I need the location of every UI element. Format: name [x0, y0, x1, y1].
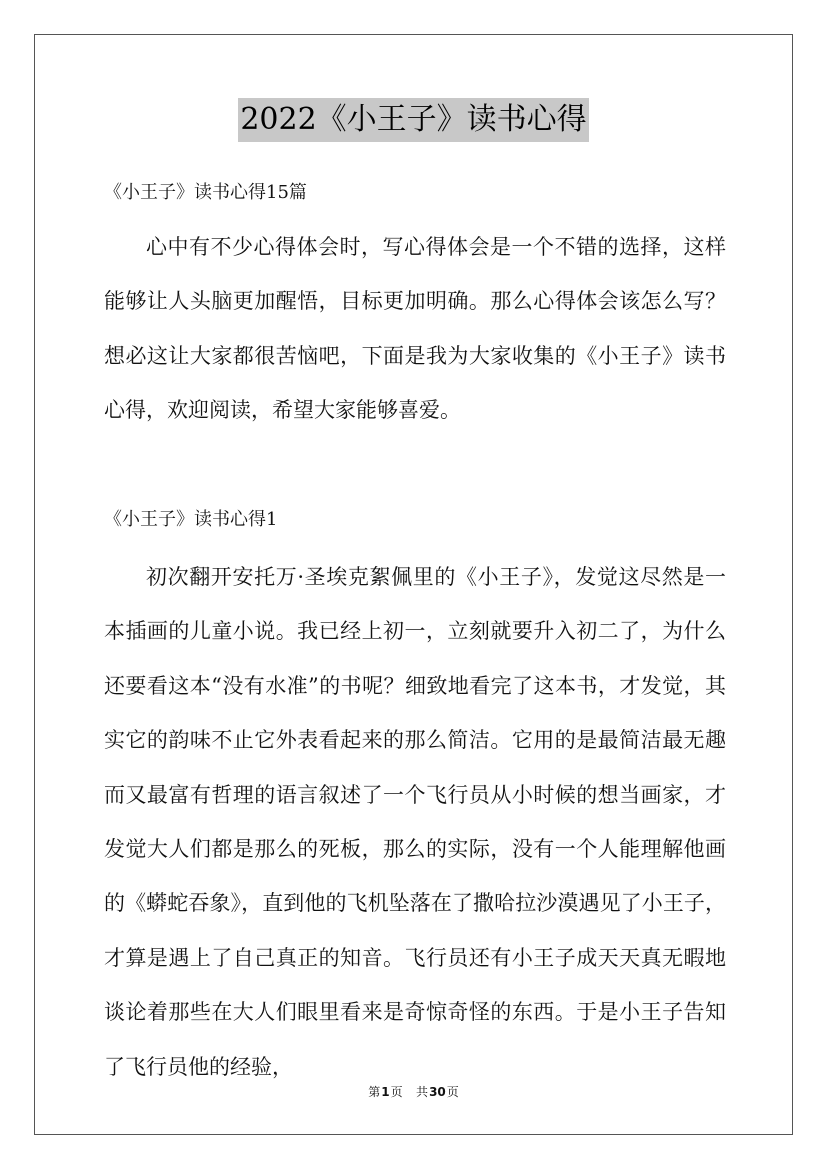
intro-paragraph: 心中有不少心得体会时，写心得体会是一个不错的选择，这样能够让人头脑更加醒悟，目标更加明确。那么心得体会该怎么写？想必这让大家都很苦恼吧，下面是我为大家收集的《小王子》读书心得，欢迎阅读，希望大家能够喜爱。 [104, 235, 726, 423]
footer-total-pages: 30 [429, 1085, 446, 1099]
title-container [0, 98, 827, 142]
footer-total-suffix: 页 [446, 1085, 459, 1099]
document-subtitle: 《小王子》读书心得15篇 [104, 182, 307, 203]
footer-total-prefix: 共 [416, 1085, 429, 1099]
footer-page-suffix: 页 [390, 1085, 403, 1099]
document-title: 2022《小王子》读书心得 [238, 98, 588, 142]
footer-page-number: 1 [381, 1085, 390, 1099]
page-footer [0, 1082, 827, 1102]
footer-page-prefix: 第 [368, 1085, 381, 1099]
section-paragraph: 初次翻开安托万·圣埃克絮佩里的《小王子》，发觉这尽然是一本插画的儿童小说。我已经上初一，立刻就要升入初二了，为什么还要看这本“没有水准”的书呢？细致地看完了这本书，才发觉，其实它的韵味不止它外表看起来的那么简洁。它用的是最简洁最无趣而又最富有哲理的语言叙述了一个飞行员从小时候的想当画家，才发觉大人们都是那么的死板，那么的实际，没有一个人能理解他画的《蟒蛇吞象》，直到他的飞机坠落在了撒哈拉沙漠遇见了小王子，才算是遇上了自己真正的知音。飞行员还有小王子成天天真无暇地谈论着那些在大人们眼里看来是奇惊奇怪的东西。于是小王子告知了飞行员他的经验， [104, 565, 726, 1079]
section-heading: 《小王子》读书心得1 [104, 509, 278, 530]
